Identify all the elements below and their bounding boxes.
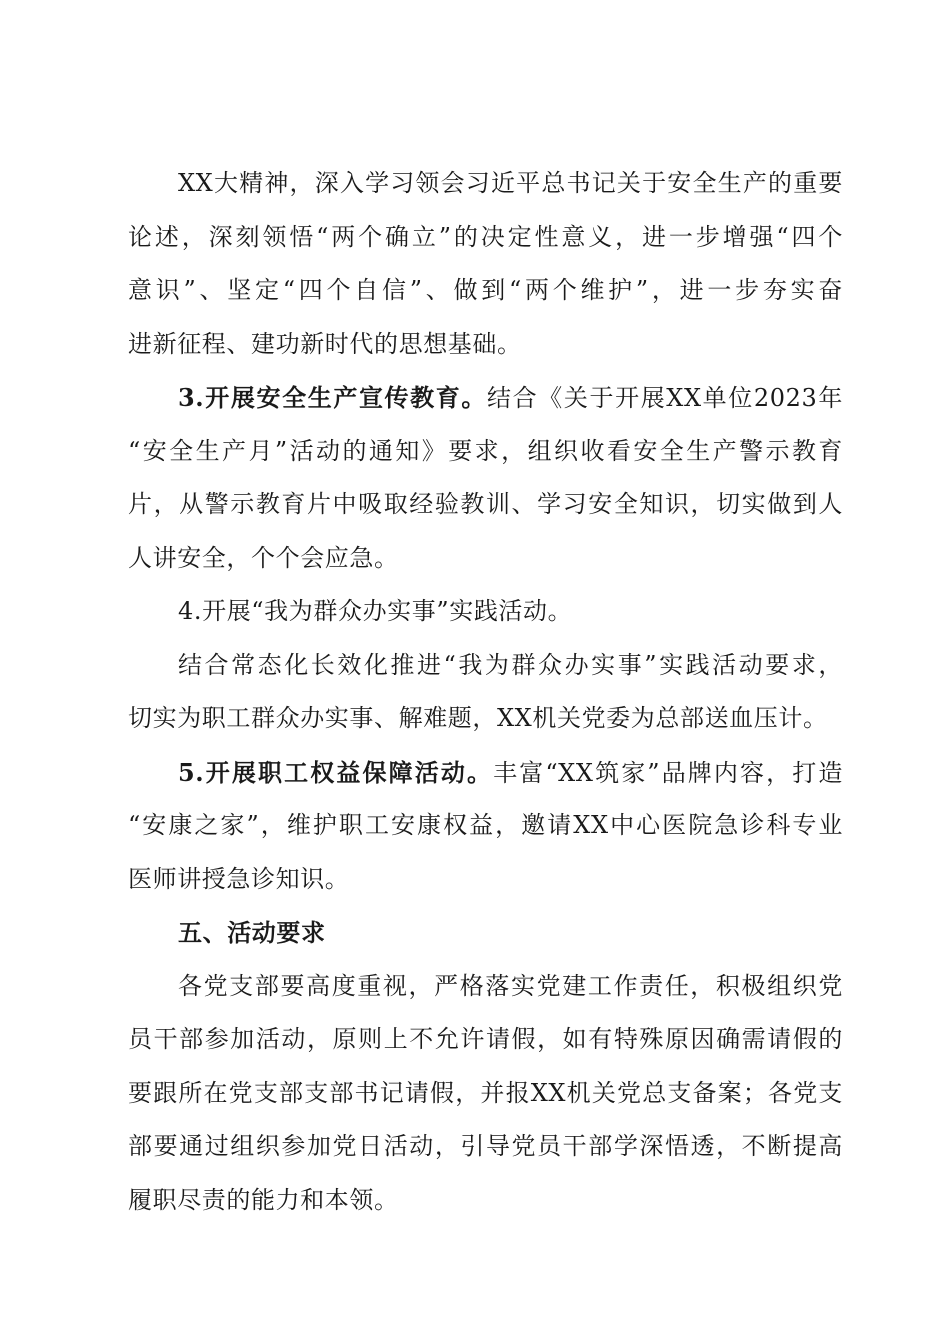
text-line: 4.开展“我为群众办实事”实践活动。	[178, 597, 573, 625]
text-line	[128, 371, 843, 425]
text-line: 医师讲授急诊知识。	[128, 864, 350, 893]
text-line: 结合常态化长效化推进“我为群众办实事”实践活动要求，	[178, 650, 843, 679]
text-line: 要跟所在党支部支部书记请假，并报XX机关党总支备案；各党支	[128, 1078, 843, 1107]
bold-lead-text: 3.开展安全生产宣传教育。	[178, 383, 488, 412]
text-line: 切实为职工群众办实事、解难题，XX机关党委为总部送血压计。	[128, 704, 828, 732]
text-line: 人讲安全，个个会应急。	[128, 543, 399, 572]
text-line: 论述，深刻领悟“两个确立”的决定性意义，进一步增强“四个	[128, 222, 843, 251]
text-line: 各党支部要高度重视，严格落实党建工作责任，积极组织党	[178, 971, 843, 1000]
text-line: “安康之家”，维护职工安康权益，邀请XX中心医院急诊科专业	[128, 811, 843, 839]
paragraph-3	[128, 585, 843, 639]
paragraph-7	[128, 960, 843, 1228]
text-line	[128, 746, 843, 800]
text-line: 部要通过组织参加党日活动，引导党员干部学深悟透，不断提高	[128, 1132, 843, 1160]
paragraph-1	[128, 157, 843, 371]
paragraph-4	[128, 639, 843, 746]
heading-text: 五、活动要求	[178, 918, 326, 947]
text-line: XX大精神，深入学习领会习近平总书记关于安全生产的重要	[178, 169, 843, 197]
section-heading	[128, 906, 843, 960]
document-body	[128, 157, 843, 1227]
paragraph-5	[128, 746, 843, 907]
paragraph-2	[128, 371, 843, 585]
text-line: “安全生产月”活动的通知》要求，组织收看安全生产警示教育	[128, 436, 843, 465]
text-line: 履职尽责的能力和本领。	[128, 1185, 399, 1214]
text-line: 进新征程、建功新时代的思想基础。	[128, 329, 522, 358]
text-run: 丰富“XX筑家”品牌内容，打造	[493, 758, 843, 787]
text-line: 意识”、坚定“四个自信”、做到“两个维护”，进一步夯实奋	[128, 276, 843, 304]
text-line: 片，从警示教育片中吸取经验教训、学习安全知识，切实做到人	[128, 490, 843, 518]
bold-lead-text: 5.开展职工权益保障活动。	[178, 757, 494, 787]
text-run: 结合《关于开展XX单位2023年	[487, 384, 843, 412]
text-line: 员干部参加活动，原则上不允许请假，如有特殊原因确需请假的	[128, 1025, 843, 1053]
